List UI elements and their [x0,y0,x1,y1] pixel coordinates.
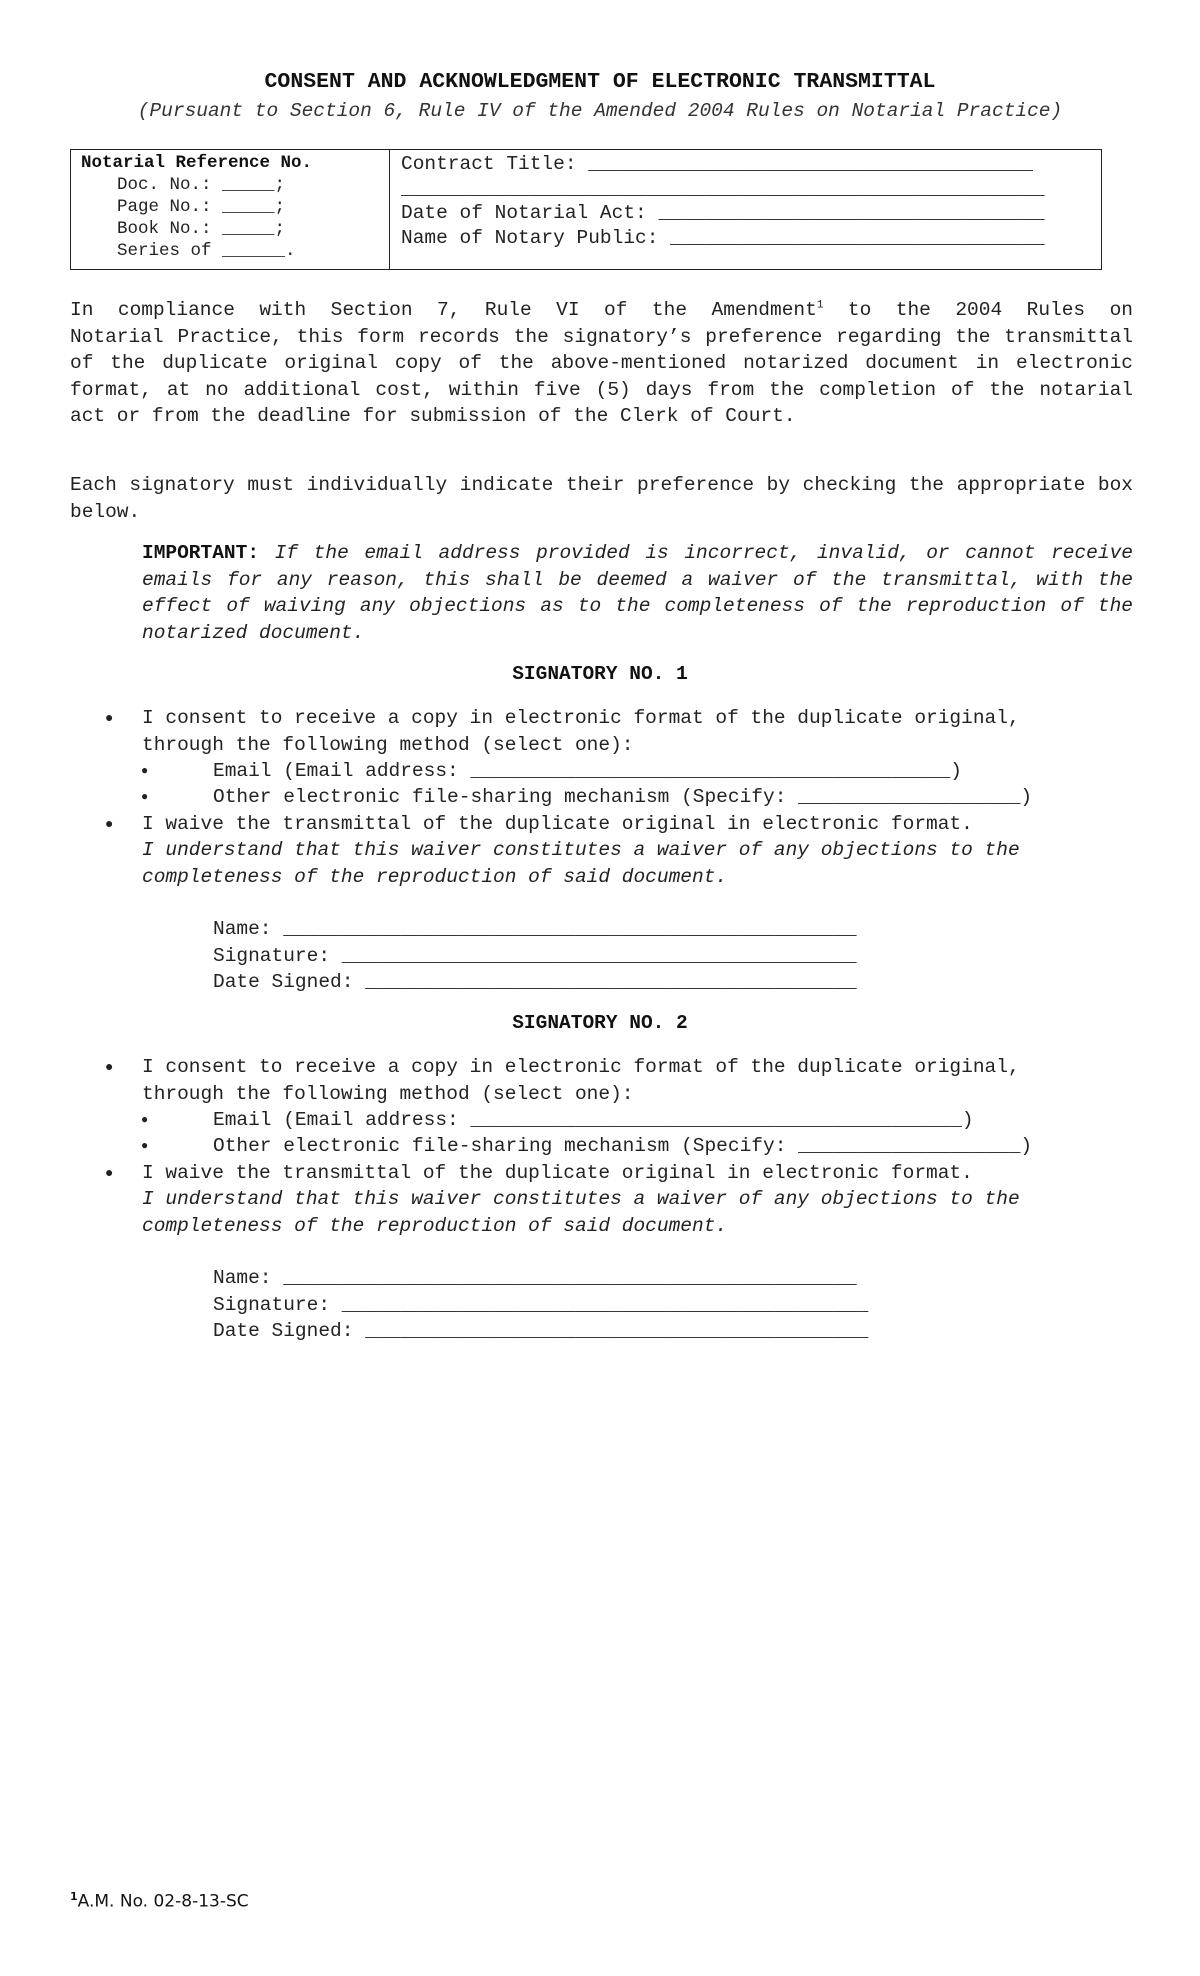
signatory-2-heading: SIGNATORY NO. 2 [512,1012,688,1034]
signatory-1-name-field[interactable]: Name: _________________________________________________ [213,918,857,940]
page-no-field: Page No.: _____; [117,197,286,217]
notarial-reference-header: Notarial Reference No. [81,153,313,173]
series-field: Series of ______. [117,241,296,261]
contract-title-field-continued: _______________________________________________________ [401,177,1045,200]
bullet-icon: ● [141,790,149,804]
book-no-field: Book No.: _____; [117,219,286,239]
intro-first-line: In compliance with Section 7, Rule VI of the Amendment$^1$ to the 2004 Rules on [70,299,1133,321]
signatory-1-other-option[interactable]: Other electronic file-sharing mechanism (Specify: ___________________) [213,786,1033,808]
document-title: CONSENT AND ACKNOWLEDGMENT OF ELECTRONIC TRANSMITTAL [264,70,936,94]
important-label: IMPORTANT: [142,542,260,564]
document-subtitle: (Pursuant to Section 6, Rule IV of the Amended 2004 Rules on Notarial Practice) [137,100,1063,122]
signatory-2-name-field[interactable]: Name: _________________________________________________ [213,1267,857,1289]
signatory-2-consent: I consent to receive a copy in electronic format of the duplicate original, through the following method (select one): [142,1056,1020,1105]
signatory-1-waiver-note: I understand that this waiver constitutes a waiver of any objections to the completeness of the reproduction of said document. [142,839,1020,888]
intro-paragraph [70,297,1133,430]
signatory-1-consent: I consent to receive a copy in electronic format of the duplicate original, through the following method (select one): [142,707,1020,756]
footnote [70,1890,249,1912]
important-text: If the email address provided is incorrect, invalid, or cannot receive emails for any reason, this shall be deemed a waiver of the transmittal, with the effect of waiving any objections as to the completeness of the reproduction of the notarized document. [142,542,1133,644]
important-notice [142,540,1133,646]
bullet-icon: ● [105,1166,114,1182]
bullet-icon: ● [105,817,114,833]
signatory-2-date-field[interactable]: Date Signed: ___________________________________________ [213,1320,869,1342]
signatory-1-date-field[interactable]: Date Signed: __________________________________________ [213,971,857,993]
signatory-2-other-option[interactable]: Other electronic file-sharing mechanism (Specify: ___________________) [213,1135,1033,1157]
notarial-reference-cell [71,150,390,269]
footnote-reference: 1 [816,299,824,312]
signatory-1-heading: SIGNATORY NO. 1 [512,663,688,685]
signatory-2-waiver-option[interactable]: I waive the transmittal of the duplicate original in electronic format. [142,1162,973,1184]
instruction-paragraph: Each signatory must individually indicate their preference by checking the appropriate box below. [70,474,1133,523]
doc-no-field: Doc. No.: _____; [117,175,286,195]
signatory-1-email-option[interactable]: Email (Email address: _________________________________________) [213,760,962,782]
intro-body: Notarial Practice, this form records the signatory’s preference regarding the transmittal of the duplicate original copy of the above-mentioned notarized document in electronic format, at no additional cost, within five (5) days from the completion of the notarial act or from the deadline for submission of the Clerk of Court. [70,325,1133,427]
signatory-2-email-option[interactable]: Email (Email address: __________________________________________) [213,1109,974,1131]
date-of-notarial-act-field: Date of Notarial Act: _________________________________ [401,202,1045,224]
bullet-icon: ● [141,1113,149,1127]
footnote-mark: 1 [70,1890,78,1903]
signatory-1-signature-block [213,916,857,996]
signatory-2-signature-field[interactable]: Signature: _____________________________________________ [213,1293,869,1316]
bullet-icon: ● [105,1060,114,1076]
reference-table [70,149,1102,270]
footnote-text: A.M. No. 02-8-13-SC [77,1891,249,1912]
contract-title-field: Contract Title: ______________________________________ [401,153,1033,175]
contract-details-cell [401,152,1045,250]
signatory-1-waiver-option[interactable]: I waive the transmittal of the duplicate original in electronic format. [142,813,973,835]
bullet-icon: ● [141,764,149,778]
signatory-1-signature-field[interactable]: Signature: ____________________________________________ [213,944,857,967]
signatory-2-waiver-note: I understand that this waiver constitutes a waiver of any objections to the completeness of the reproduction of said document. [142,1188,1020,1237]
notary-public-name-field: Name of Notary Public: ________________________________ [401,226,1045,249]
bullet-icon: ● [141,1139,149,1153]
signatory-2-signature-block [213,1265,868,1345]
bullet-icon: ● [105,711,114,727]
